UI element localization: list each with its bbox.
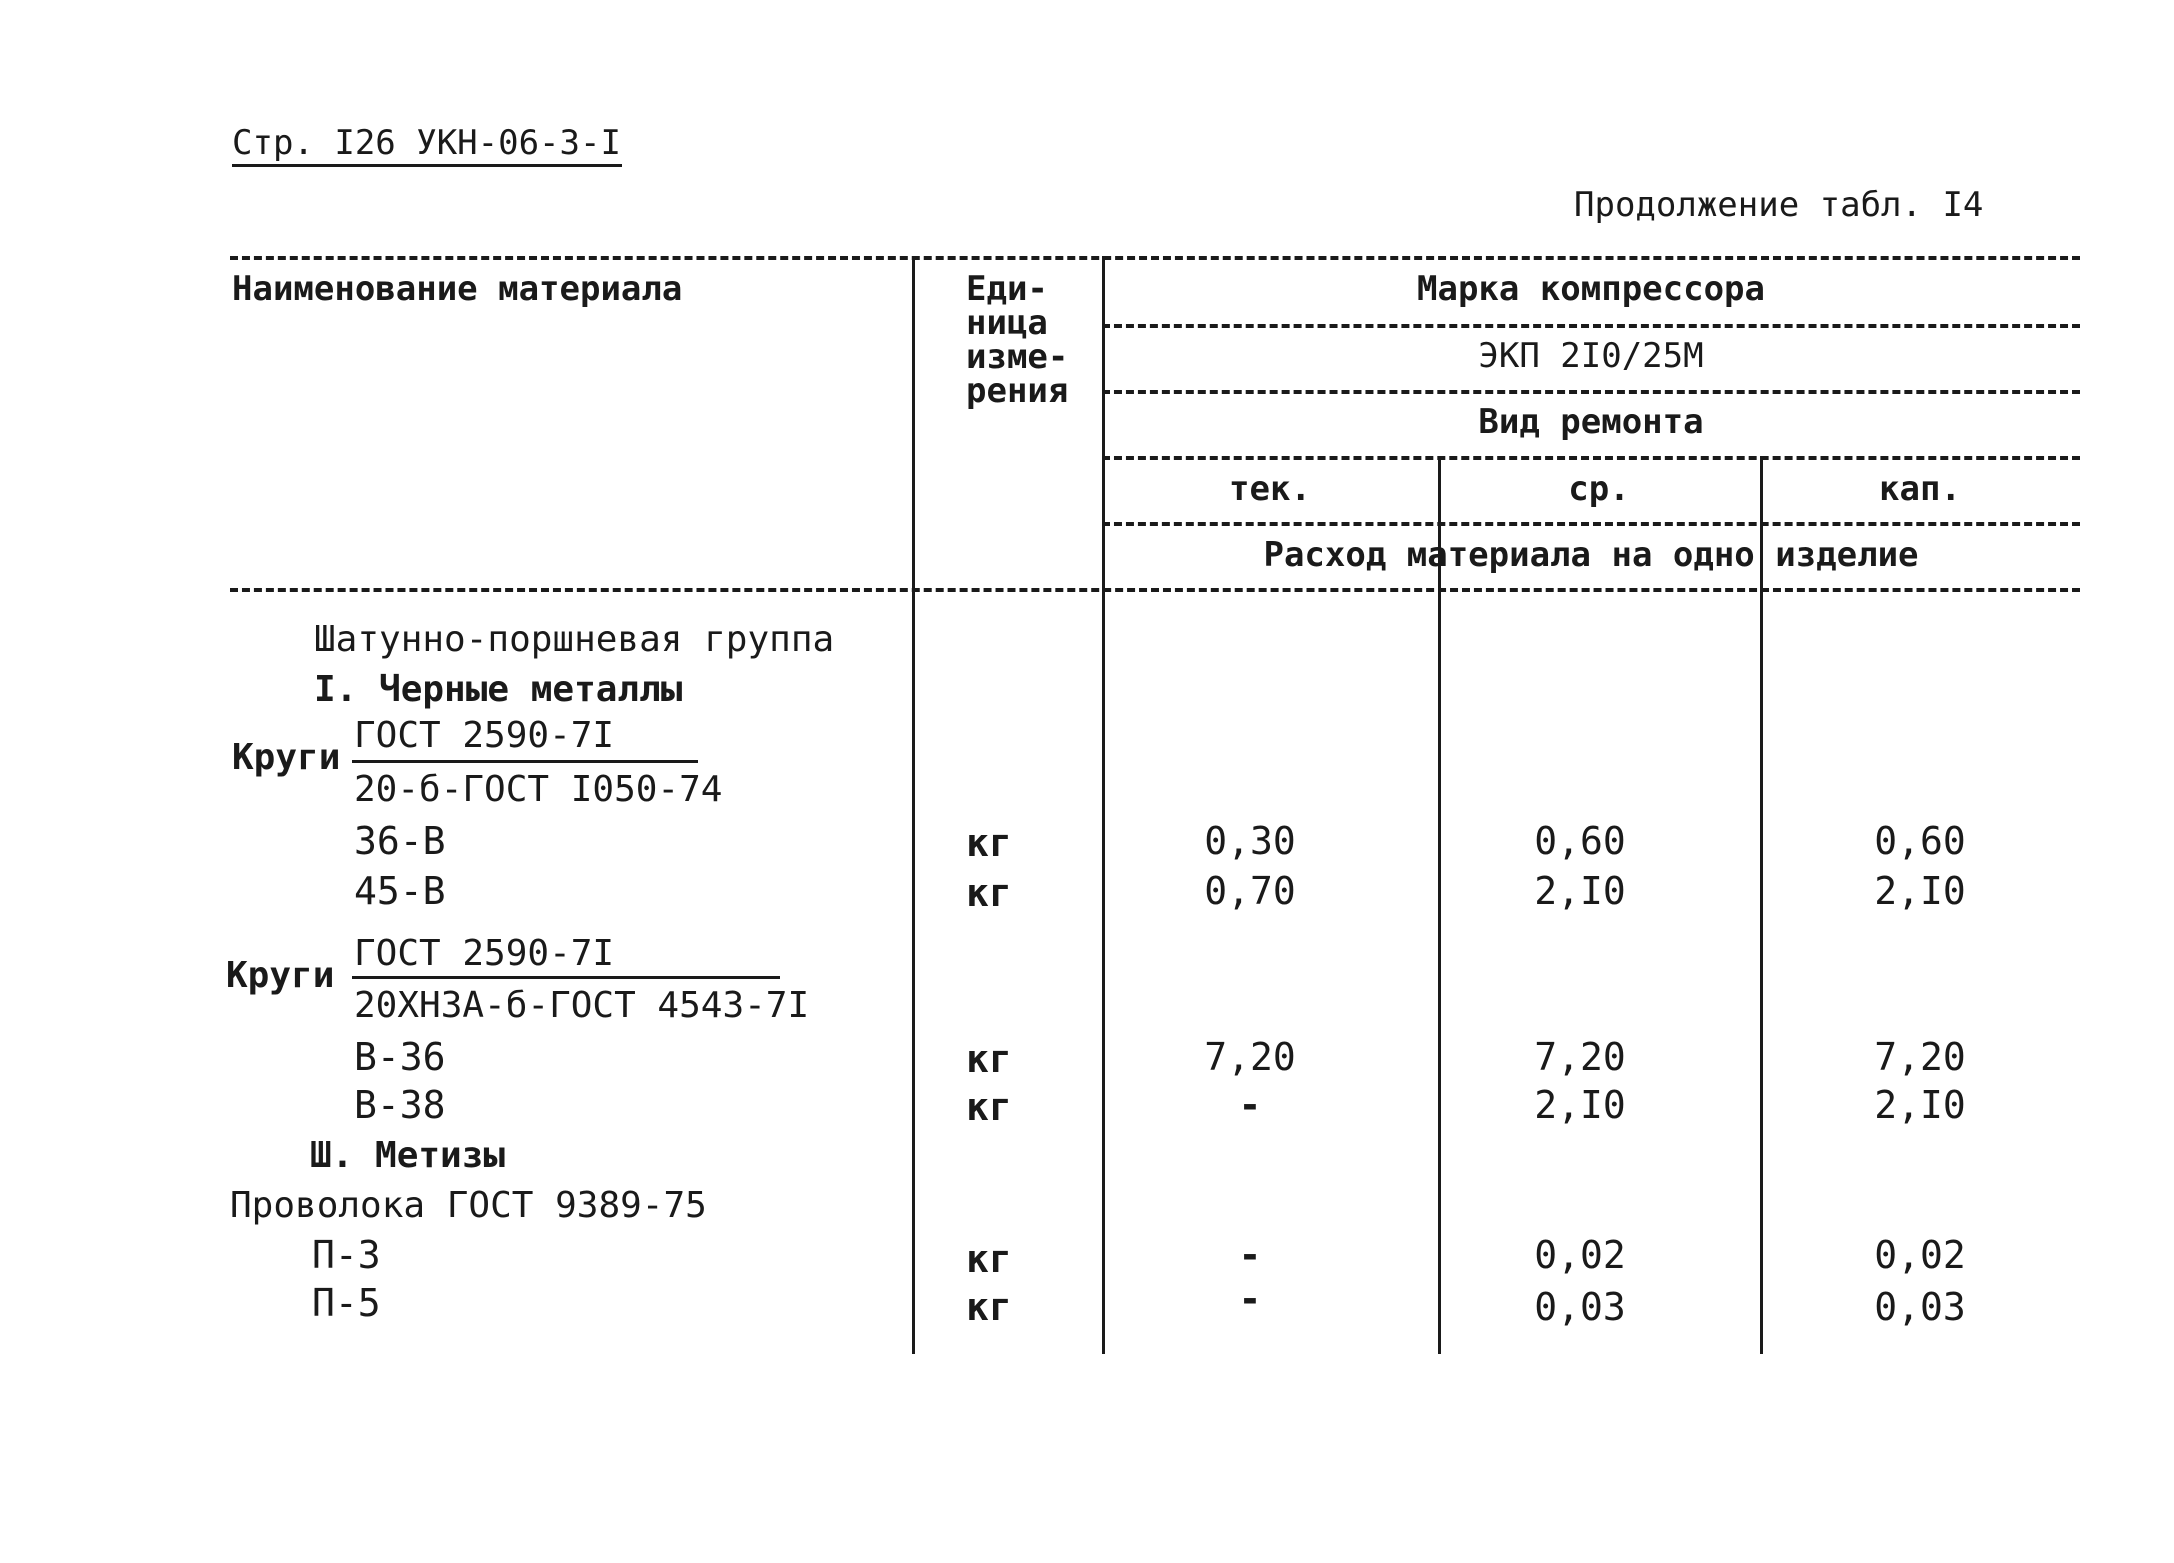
table-row-tek: - <box>1238 1233 1262 1277</box>
col-unit-header-line3: изме- <box>966 337 1069 377</box>
krugi2-label: Круги <box>226 955 335 996</box>
table-row-tek: - <box>1238 1083 1262 1127</box>
hardware-section-title: Ш. Метизы <box>310 1135 506 1176</box>
krugi2-denominator: 20ХН3А-б-ГОСТ 4543-7I <box>354 985 810 1026</box>
table-row-name: В-36 <box>354 1035 446 1079</box>
page-header: Стр. I26 УКН-06-3-I <box>232 123 621 163</box>
table-row-name: П-5 <box>312 1281 381 1325</box>
consumption-header: Расход материала на одно изделие <box>1263 535 1919 575</box>
col-name-header: Наименование материала <box>232 269 683 309</box>
table-row-unit: кг <box>966 871 1012 915</box>
table-top-rule <box>230 256 2080 260</box>
ferrous-section-title: I. Черные металлы <box>314 669 683 710</box>
table-row-kap: 7,20 <box>1874 1035 1966 1079</box>
table-row-kap: 2,I0 <box>1874 869 1966 913</box>
table-row-kap: 0,02 <box>1874 1233 1966 1277</box>
wire-label: Проволока ГОСТ 9389-75 <box>230 1185 707 1226</box>
brand-header: Марка компрессора <box>1417 269 1765 309</box>
table-row-kap: 0,03 <box>1874 1285 1966 1329</box>
continuation-caption: Продолжение табл. I4 <box>1574 185 1984 225</box>
table-row-sr: 0,60 <box>1534 819 1626 863</box>
table-row-name: В-38 <box>354 1083 446 1127</box>
repair-type-rule <box>1102 456 2080 460</box>
col-unit-header-line2: ница <box>966 303 1048 343</box>
col-unit-header-line4: рения <box>966 371 1069 411</box>
page-header-underline <box>232 164 622 167</box>
krugi2-numerator: ГОСТ 2590-7I <box>354 933 615 974</box>
table-row-name: 45-В <box>354 869 446 913</box>
krugi1-fraction-bar <box>352 760 698 763</box>
table-row-unit: кг <box>966 1085 1012 1129</box>
table-row-sr: 7,20 <box>1534 1035 1626 1079</box>
model-rule <box>1102 390 2080 394</box>
table-row-unit: кг <box>966 821 1012 865</box>
krugi2-fraction-bar <box>352 976 780 979</box>
col-unit-header-line1: Еди- <box>966 269 1048 309</box>
krugi1-numerator: ГОСТ 2590-7I <box>354 715 615 756</box>
repair-cols-rule <box>1102 522 2080 526</box>
model-header: ЭКП 2I0/25М <box>1478 336 1704 376</box>
table-row-kap: 0,60 <box>1874 819 1966 863</box>
table-row-unit: кг <box>966 1285 1012 1329</box>
table-row-sr: 0,02 <box>1534 1233 1626 1277</box>
table-row-tek: - <box>1238 1277 1262 1321</box>
table-row-unit: кг <box>966 1237 1012 1281</box>
krugi1-denominator: 20-б-ГОСТ I050-74 <box>354 769 723 810</box>
table-row-tek: 0,30 <box>1204 819 1296 863</box>
header-bottom-rule <box>230 588 2080 592</box>
table-row-name: 36-В <box>354 819 446 863</box>
brand-rule <box>1102 324 2080 328</box>
krugi1-label: Круги <box>232 737 341 778</box>
table-row-kap: 2,I0 <box>1874 1083 1966 1127</box>
repair-type-header: Вид ремонта <box>1478 402 1704 442</box>
unit-col-left-rule <box>912 256 915 1354</box>
table-row-tek: 0,70 <box>1204 869 1296 913</box>
table-row-unit: кг <box>966 1037 1012 1081</box>
table-row-name: П-3 <box>312 1233 381 1277</box>
repair-type-sr: ср. <box>1568 469 1630 509</box>
table-row-sr: 2,I0 <box>1534 869 1626 913</box>
repair-type-tek: тек. <box>1229 469 1311 509</box>
table-row-sr: 2,I0 <box>1534 1083 1626 1127</box>
repair-type-kap: кап. <box>1879 469 1961 509</box>
table-row-sr: 0,03 <box>1534 1285 1626 1329</box>
table-row-tek: 7,20 <box>1204 1035 1296 1079</box>
group-title: Шатунно-поршневая группа <box>314 619 835 660</box>
